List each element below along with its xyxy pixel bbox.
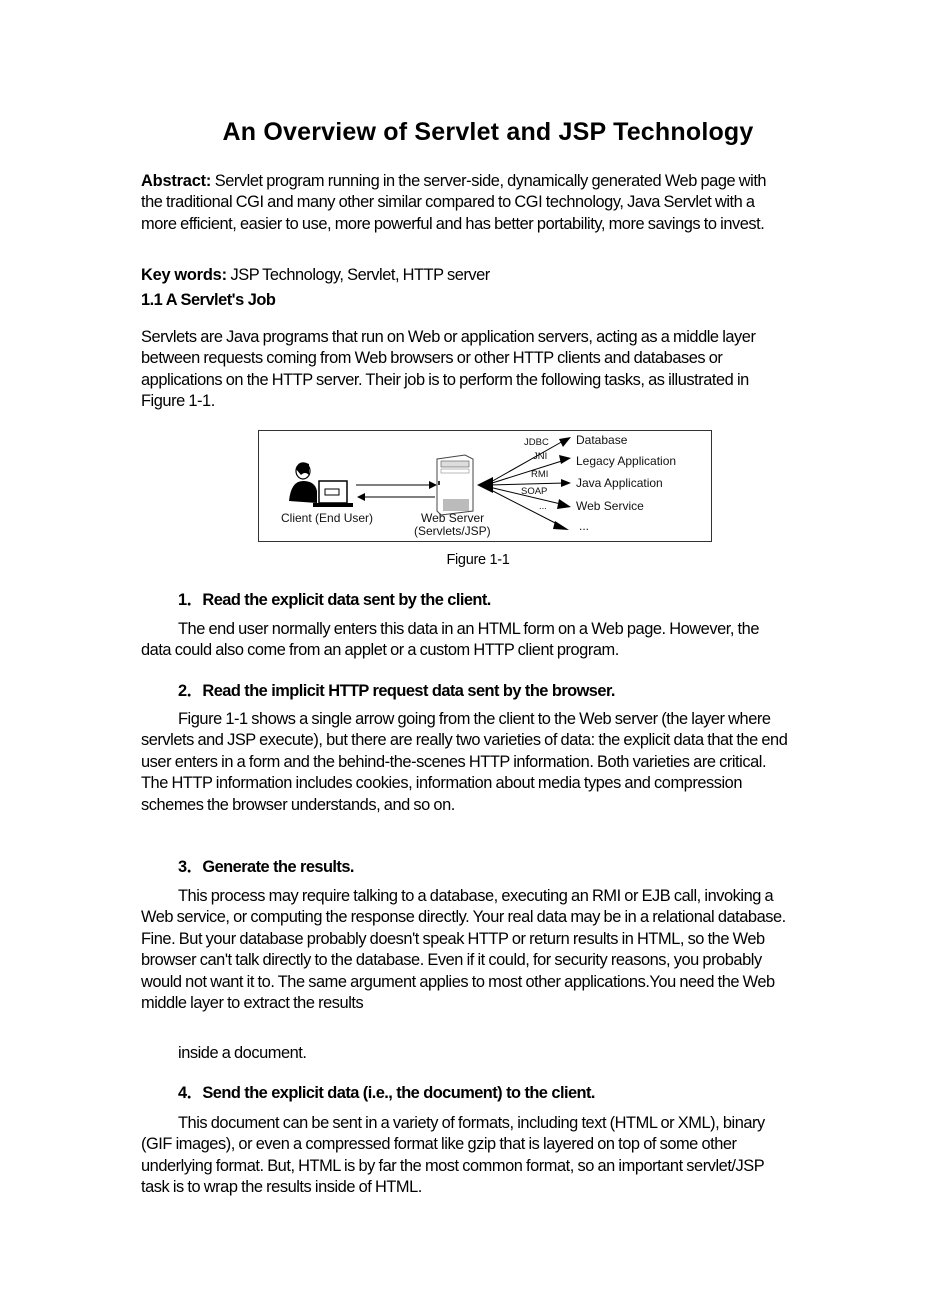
abstract	[141, 171, 791, 235]
figure-1-1	[258, 430, 712, 542]
figure-caption: Figure 1-1	[446, 552, 510, 568]
keywords	[141, 265, 791, 286]
server-sublabel: (Servlets/JSP)	[414, 524, 491, 538]
keywords-label: Key words:	[141, 266, 227, 284]
item-3-body: This process may require talking to a database, executing an RMI or EJB call, invoking a Web service, or computing the response directly. Your real data may be in a relational database. Fine. But your database probably doesn't speak HTTP or return results in HTML, so the Web browser can't talk directly to the database. Even if it could, for security reasons, you probably would not want it to. The same argument applies to most other applications.You need the Web middle layer to extract the results	[141, 887, 786, 1013]
target-database: Database	[576, 433, 628, 447]
web-server-icon	[437, 455, 473, 515]
page-title: An Overview of Servlet and JSP Technology	[222, 118, 754, 146]
client-label: Client (End User)	[281, 511, 374, 525]
item-4-heading: 4．Send the explicit data (i.e., the document) to the client.	[178, 1084, 595, 1102]
protocol-rmi: RMI	[531, 469, 549, 480]
keywords-text: JSP Technology, Servlet, HTTP server	[226, 266, 490, 284]
item-1-body: The end user normally enters this data in an HTML form on a Web page. However, the data could also come from an applet or a custom HTTP client program.	[141, 620, 759, 660]
protocol-jdbc: JDBC	[524, 437, 549, 448]
protocol-more: ...	[539, 501, 547, 512]
item-3-body-cont: inside a document.	[178, 1044, 307, 1062]
abstract-label: Abstract:	[141, 172, 212, 190]
item-1-heading: 1．Read the explicit data sent by the client.	[178, 591, 491, 609]
target-legacy-app: Legacy Application	[576, 454, 677, 468]
target-more: ...	[579, 519, 590, 533]
item-2-heading: 2．Read the implicit HTTP request data sent by the browser.	[178, 682, 615, 700]
abstract-text: Servlet program running in the server-side, dynamically generated Web page with the traditional CGI and many other similar compared to CGI technology, Java Servlet with a more efficient, easier to use, more powerful and has better portability, more savings to invest.	[141, 172, 767, 233]
section-intro: Servlets are Java programs that run on Web or application servers, acting as a middle layer between requests coming from Web browsers or other HTTP clients and databases or applications on the HTTP server. Their job is to perform the following tasks, as illustrated in Figure 1-1.	[141, 328, 756, 411]
server-label: Web Server	[421, 511, 485, 525]
target-java-app: Java Application	[576, 476, 663, 490]
target-web-service: Web Service	[576, 499, 644, 513]
protocol-soap: SOAP	[521, 486, 548, 497]
item-3-heading: 3．Generate the results.	[178, 858, 354, 876]
item-2-body: Figure 1-1 shows a single arrow going from the client to the Web server (the layer where servlets and JSP execute), but there are really two varieties of data: the explicit data that the end user enters in a form and the behind-the-scenes HTTP information. Both varieties are critical. The HTTP information includes cookies, information about media types and compression schemes the browser understands, and so on.	[141, 710, 788, 814]
protocol-jni: JNI	[533, 451, 548, 462]
item-4-body: This document can be sent in a variety of formats, including text (HTML or XML), binary (GIF images), or even a compressed format like gzip that is layered on top of some other underlying format. But, HTML is by far the most common format, so an important servlet/JSP task is to wrap the results inside of HTML.	[141, 1114, 765, 1197]
section-heading: 1.1 A Servlet's Job	[141, 291, 276, 309]
client-user-icon	[289, 462, 353, 507]
